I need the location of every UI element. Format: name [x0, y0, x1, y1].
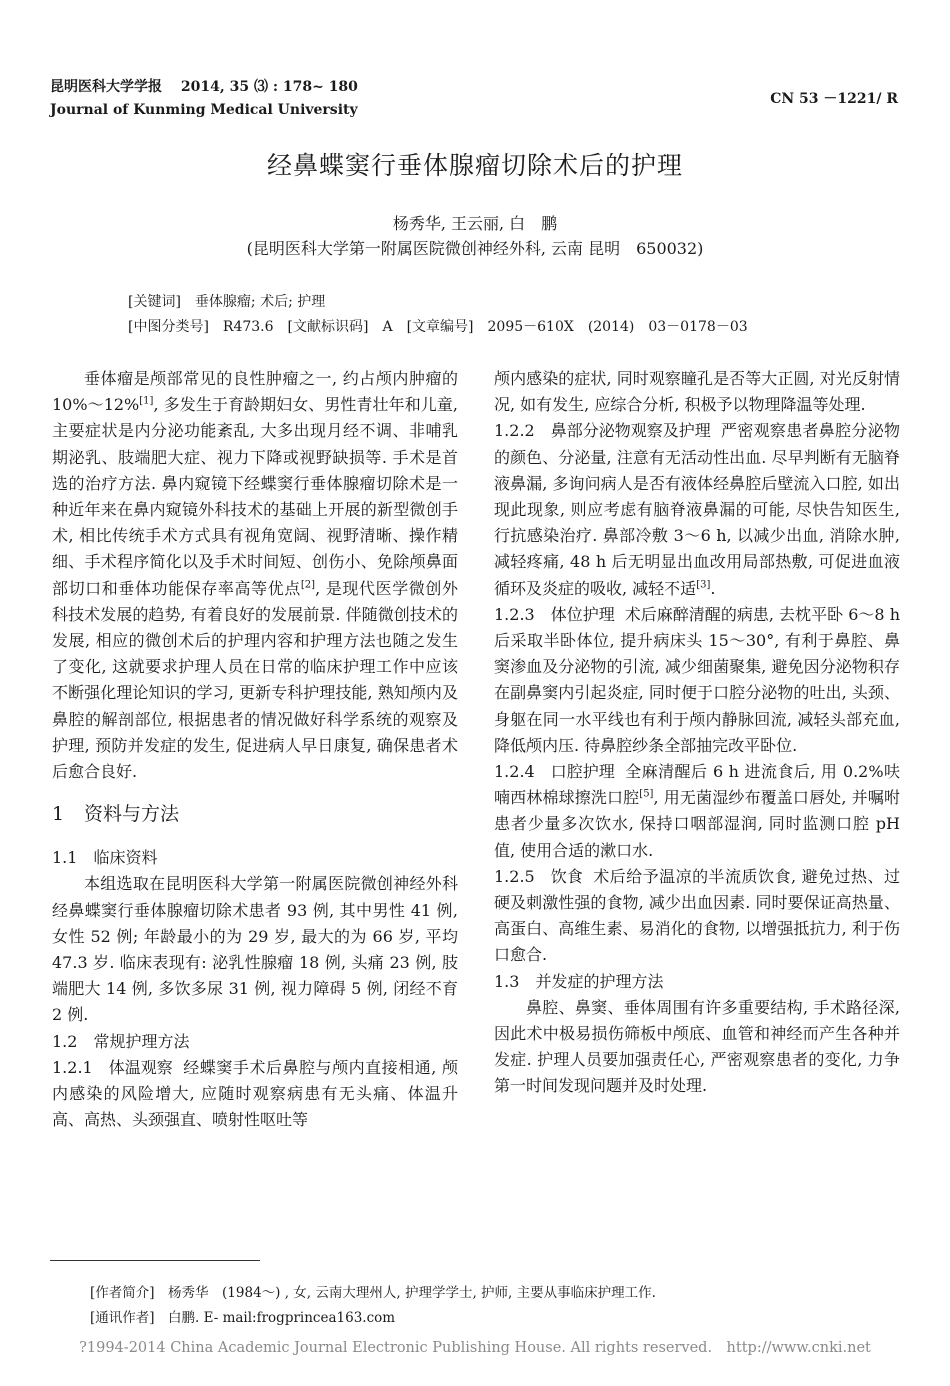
journal-name-en: Journal of Kunming Medical University: [50, 102, 358, 118]
section-1-title: 资料与方法: [84, 803, 180, 826]
subsection-1-2-3-body: 术后麻醉清醒的病患, 去枕平卧 6～8 h 后采取半卧体位, 提升病床头 15～30°, 有利于鼻腔、鼻窦渗血及分泌物的引流, 减少细菌聚集, 避免因分泌物积存在副鼻窦内引起炎症, 同时便于口腔分泌物的吐出, 头颈、身躯在同一水平线也有利于颅内静脉回流, 减轻头部充血, 降低颅内压. 待鼻腔纱条全部抽完改平卧位.: [494, 604, 900, 755]
ref-2: [2]: [300, 579, 316, 591]
author-intro-footnote: [作者简介] 杨秀华 (1984～) , 女, 云南大理州人, 护理学学士, 护师, 主要从事临床护理工作.: [90, 1285, 656, 1301]
subsection-1-1-heading: 1.1 临床资料: [52, 848, 158, 868]
subsection-1-2-4-body-b: , 用无菌湿纱布覆盖口唇处, 并嘱咐患者少量多次饮水, 保持口咽部湿润, 同时监测口腔 pH 值, 使用合适的漱口水.: [494, 788, 900, 860]
section-1-number: 1: [52, 803, 65, 826]
subsection-1-2-heading: 1.2 常规护理方法: [52, 1031, 190, 1051]
section-1-heading: [52, 799, 458, 829]
footnote-divider: [50, 1260, 260, 1261]
subsection-1-2-4: [494, 759, 900, 864]
ref-1: [1]: [139, 395, 154, 407]
subsection-1-2-2-heading: 1.2.2 鼻部分泌物观察及护理: [494, 421, 711, 441]
ref-5: [5]: [639, 788, 654, 800]
subsection-1-1-body: 本组选取在昆明医科大学第一附属医院微创神经外科经鼻蝶窦行垂体腺瘤切除术患者 93 例, 其中男性 41 例, 女性 52 例; 年龄最小的为 29 岁, 最大的为 66 岁, 平均 47.3 岁. 临床表现有: 泌乳性腺瘤 18 例, 头痛 23 例, 肢端肥大 14 例, 多饮多尿 31 例, 视力障碍 5 例, 闭经不育 2 例.: [52, 874, 458, 1025]
intro-paragraph: [52, 366, 458, 785]
continued-text: 颅内感染的症状, 同时观察瞳孔是否等大正圆, 对光反射情况, 如有发生, 应综合分析, 积极予以物理降温等处理.: [494, 369, 900, 415]
ref-3: [3]: [696, 579, 711, 591]
subsection-1-2-2: [494, 418, 900, 601]
subsection-1-2-4-body-a: 全麻清醒后 6 h 进流食后, 用 0.2%呋喃西林棉球擦洗口腔: [494, 762, 900, 808]
subsection-1-2-1-heading: 1.2.1 体温观察: [52, 1057, 173, 1077]
affiliation: (昆明医科大学第一附属医院微创神经外科, 云南 昆明 650032): [246, 239, 704, 258]
subsection-1-2-3-heading: 1.2.3 体位护理: [494, 604, 615, 624]
subsection-1-3-heading: 1.3 并发症的护理方法: [494, 971, 664, 991]
authors: 杨秀华, 王云丽, 白 鹏: [392, 214, 558, 233]
corresponding-author-footnote: [通讯作者] 白鹏. E- mail:frogprincea163.com: [90, 1310, 396, 1326]
subsection-1-2-4-heading: 1.2.4 口腔护理: [494, 762, 615, 782]
intro-text-c: , 是现代医学微创外科技术发展的趋势, 有着良好的发展前景. 伴随微创技术的发展, 相应的微创术后的护理内容和护理方法也随之发生了变化, 这就要求护理人员在日常的临床护理工作中应该不断强化理论知识的学习, 更新专科护理技能, 熟知颅内及鼻腔的解剖部位, 根据患者的情况做好科学系统的观察及护理, 预防并发症的发生, 促进病人早日康复, 确保患者术后愈合良好.: [52, 578, 458, 782]
copyright-line: ?1994-2014 China Academic Journal Electronic Publishing House. All rights reserved. http://www.cnki.net: [79, 1340, 871, 1356]
subsection-1-3-body: 鼻腔、鼻窦、垂体周围有许多重要结构, 手术路径深, 因此术中极易损伤筛板中颅底、血管和神经而产生各种并发症. 护理人员要加强责任心, 严密观察患者的变化, 力争第一时间发现问题并及时处理.: [494, 997, 900, 1096]
journal-header-cn: [50, 76, 358, 96]
subsection-1-2-2-body: 严密观察患者鼻腔分泌物的颜色、分泌量, 注意有无活动性出血. 尽早判断有无脑脊液鼻漏, 多询问病人是否有液体经鼻腔后壁流入口腔, 如出现此现象, 则应考虑有脑脊液鼻漏的可能, 尽快告知医生, 行抗感染治疗. 鼻部冷敷 3～6 h, 以减少出血, 消除水肿, 减轻疼痛, 48 h 后无明显出血改用局部热敷, 可促进血液循环及炎症的吸收, 减轻不适: [494, 421, 900, 598]
keywords: [关键词] 垂体腺瘤; 术后; 护理: [128, 294, 326, 310]
intro-text-b: , 多发生于育龄期妇女、男性青壮年和儿童, 主要症状是内分泌功能紊乱, 大多出现月经不调、非哺乳期泌乳、肢端肥大症、视力下降或视野缺损等. 手术是首选的治疗方法. 鼻内窥镜下经蝶窦行垂体腺瘤切除术是一种近年来在鼻内窥镜外科技术的基础上开展的新型微创手术, 相比传统手术方式具有视角宽阔、视野清晰、操作精细、手术程序简化以及手术时间短、创伤小、免除颅鼻面部切口和垂体功能保存率高等优点: [52, 395, 458, 598]
classification: [中图分类号] R473.6 [文献标识码] A [文章编号] 2095－610X (2014) 03－0178－03: [128, 319, 748, 335]
cn-number: CN 53 －1221/ R: [770, 91, 898, 107]
subsection-1-2-1: [52, 1055, 458, 1134]
subsection-1-2-1-body: 经蝶窦手术后鼻腔与颅内直接相通, 颅内感染的风险增大, 应随时观察病患有无头痛、体温升高、高热、头颈强直、喷射性呕吐等: [52, 1057, 458, 1130]
article-title: 经鼻蝶窦行垂体腺瘤切除术后的护理: [266, 151, 683, 180]
right-column: [494, 366, 900, 1100]
subsection-1-2-2-end: .: [710, 578, 716, 598]
intro-text-a: 垂体瘤是颅部常见的良性肿瘤之一, 约占颅内肿瘤的 10%～12%: [52, 369, 458, 415]
subsection-1-2-5: [494, 864, 900, 969]
subsection-1-2-5-heading: 1.2.5 饮食: [494, 866, 583, 886]
left-column: [52, 366, 458, 1133]
subsection-1-2-3: [494, 602, 900, 759]
citation: 2014, 35 ⑶ : 178~ 180: [180, 79, 358, 95]
journal-name-cn: 昆明医科大学学报: [50, 79, 162, 95]
subsection-1-2-5-body: 术后给予温凉的半流质饮食, 避免过热、过硬及刺激性强的食物, 减少出血因素. 同时要保证高热量、高蛋白、高维生素、易消化的食物, 以增强抵抗力, 利于伤口愈合.: [494, 866, 900, 965]
